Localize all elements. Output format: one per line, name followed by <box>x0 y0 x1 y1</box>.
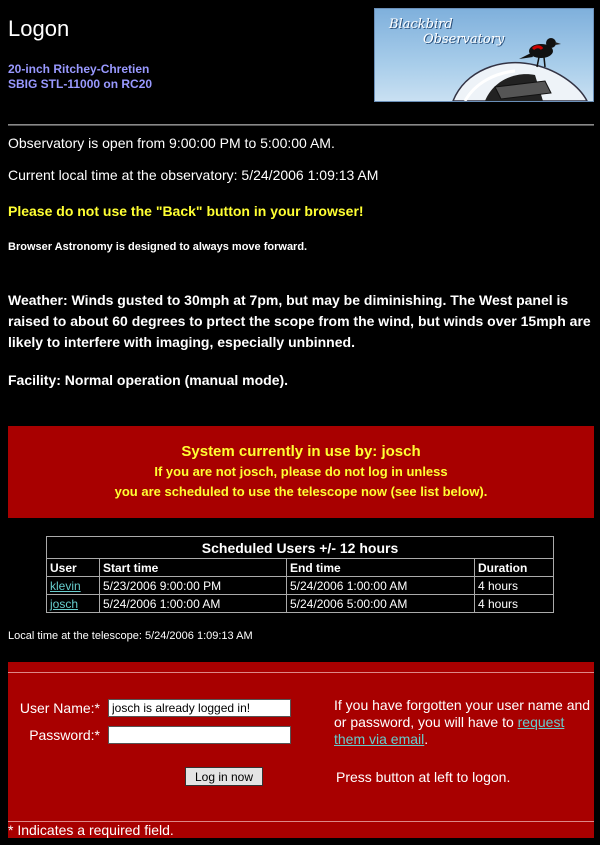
open-hours-text: Observatory is open from 9:00:00 PM to 5:00:00 AM. <box>8 135 335 151</box>
user-link-klevin[interactable]: klevin <box>50 578 81 593</box>
column-header-start: Start time <box>100 559 287 577</box>
help-end: . <box>424 731 429 747</box>
start-time-cell: 5/23/2006 9:00:00 PM <box>100 577 287 595</box>
login-top-divider <box>8 672 594 673</box>
alert-line-1: System currently in use by: josch <box>181 443 421 460</box>
duration-cell: 4 hours <box>475 595 554 613</box>
request-via-email-link[interactable]: request them via email <box>334 714 565 747</box>
logo-line-2: Observatory <box>423 32 505 47</box>
user-link-josch[interactable]: josch <box>50 596 79 611</box>
username-input[interactable] <box>108 699 291 717</box>
login-button[interactable]: Log in now <box>185 767 263 786</box>
login-panel <box>8 662 594 838</box>
dome-bird-graphic <box>375 9 593 101</box>
end-time-cell: 5/24/2006 5:00:00 AM <box>287 595 475 613</box>
end-time-cell: 5/24/2006 1:00:00 AM <box>287 577 475 595</box>
password-label: Password:* <box>29 727 100 743</box>
local-time-note: Local time at the telescope: 5/24/2006 1:09:13 AM <box>8 630 253 642</box>
column-header-user: User <box>47 559 100 577</box>
weather-text: Weather: Winds gusted to 30mph at 7pm, but may be diminishing. The West panel is raised to about 60 degrees to prtect the scope from the wind, but winds over 15mph are likely to interfere with imaging, especially unbinned. <box>8 292 591 350</box>
press-button-note: Press button at left to logon. <box>336 769 511 785</box>
current-time-text: Current local time at the observatory: 5/24/2006 1:09:13 AM <box>8 167 379 183</box>
header-divider <box>8 124 594 126</box>
back-button-warning: Please do not use the "Back" button in your browser! <box>8 203 364 219</box>
password-input[interactable] <box>108 726 291 744</box>
page-title: Logon <box>8 16 70 41</box>
column-header-duration: Duration <box>475 559 554 577</box>
duration-cell: 4 hours <box>475 577 554 595</box>
telescope-name: 20-inch Ritchey-Chretien <box>8 62 150 76</box>
forgot-credentials-text <box>334 697 596 748</box>
table-row <box>47 595 554 613</box>
username-label: User Name:* <box>19 700 100 716</box>
camera-name: SBIG STL-11000 on RC20 <box>8 77 153 91</box>
observatory-logo <box>374 8 594 102</box>
start-time-cell: 5/24/2006 1:00:00 AM <box>100 595 287 613</box>
table-row <box>47 577 554 595</box>
required-field-note: * Indicates a required field. <box>8 822 174 838</box>
forward-note: Browser Astronomy is designed to always move forward. <box>8 241 308 253</box>
alert-line-3: you are scheduled to use the telescope now (see list below). <box>114 484 488 499</box>
facility-text: Facility: Normal operation (manual mode). <box>8 372 289 388</box>
system-in-use-alert <box>8 426 594 518</box>
logo-line-1: Blackbird <box>389 17 453 32</box>
scheduled-users-table <box>46 536 554 613</box>
alert-line-2: If you are not josch, please do not log in unless <box>154 464 448 479</box>
column-header-end: End time <box>287 559 475 577</box>
help-text: If you have forgotten your user name and or password, you will have to <box>334 697 591 730</box>
table-caption: Scheduled Users +/- 12 hours <box>47 537 554 559</box>
